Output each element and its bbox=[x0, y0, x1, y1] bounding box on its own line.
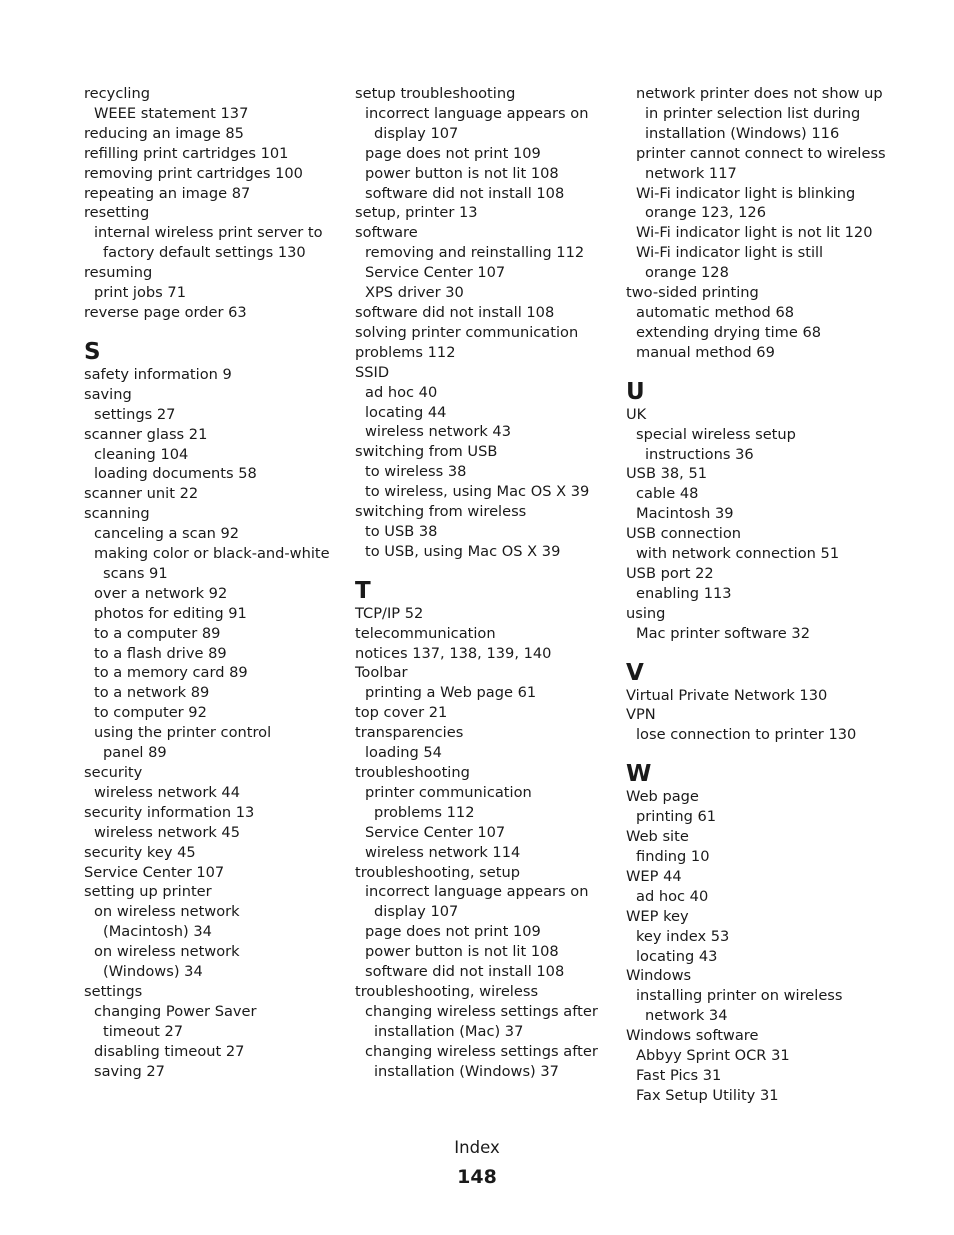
index-entry: troubleshooting, setup bbox=[355, 863, 520, 881]
index-entry: Virtual Private Network 130 bbox=[626, 686, 828, 704]
index-entry: recycling bbox=[84, 85, 150, 102]
index-subentry: to USB, using Mac OS X 39 bbox=[365, 542, 561, 560]
index-subentry: Service Center 107 bbox=[365, 823, 506, 841]
index-subentry: wireless network 45 bbox=[94, 823, 241, 841]
index-subentry: wireless network 44 bbox=[94, 783, 241, 801]
index-subentry: locating 43 bbox=[636, 947, 718, 965]
index-entry-continuation: orange 123, 126 bbox=[645, 204, 766, 222]
index-entry-continuation: panel 89 bbox=[103, 744, 167, 762]
index-entry: scanning bbox=[84, 505, 150, 523]
index-letter-heading: W bbox=[626, 761, 652, 788]
index-entry-continuation: (Macintosh) 34 bbox=[103, 923, 212, 941]
index-subentry: cleaning 104 bbox=[94, 445, 189, 463]
index-subentry: loading 54 bbox=[365, 744, 442, 762]
index-entry: TCP/IP 52 bbox=[355, 604, 424, 622]
index-subentry: on wireless network bbox=[94, 903, 240, 921]
footer-section-label: Index bbox=[454, 1138, 500, 1157]
index-entry: top cover 21 bbox=[355, 704, 448, 722]
index-entry: problems 112 bbox=[355, 343, 456, 361]
index-subentry: WEEE statement 137 bbox=[94, 104, 249, 122]
index-subentry: to USB 38 bbox=[365, 522, 438, 540]
index-entry-continuation: in printer selection list during bbox=[645, 104, 861, 122]
index-entry-continuation: network 117 bbox=[645, 164, 737, 182]
index-entry: SSID bbox=[355, 363, 390, 381]
index-entry: security information 13 bbox=[84, 803, 255, 821]
index-subentry: ad hoc 40 bbox=[636, 887, 709, 905]
index-entry: solving printer communication bbox=[355, 323, 579, 341]
index-subentry: to a network 89 bbox=[94, 684, 210, 702]
index-entry: security key 45 bbox=[84, 843, 196, 861]
index-entry: Windows bbox=[626, 967, 692, 985]
index-entry-continuation: factory default settings 130 bbox=[103, 244, 306, 262]
index-entry-continuation: installation (Mac) 37 bbox=[374, 1022, 524, 1040]
index-entry-continuation: installation (Windows) 37 bbox=[374, 1062, 559, 1080]
index-subentry: Wi-Fi indicator light is not lit 120 bbox=[636, 224, 873, 242]
index-entry: reverse page order 63 bbox=[84, 303, 247, 321]
index-entry-continuation: network 34 bbox=[645, 1007, 728, 1025]
index-subentry: printing a Web page 61 bbox=[365, 684, 537, 702]
index-column-2 bbox=[355, 84, 605, 1082]
index-subentry: to wireless 38 bbox=[365, 463, 467, 481]
index-subentry: using the printer control bbox=[94, 724, 272, 742]
index-subentry: changing wireless settings after bbox=[365, 1042, 598, 1060]
index-letter-heading: T bbox=[355, 577, 371, 604]
index-subentry: wireless network 114 bbox=[365, 843, 521, 861]
index-letter-heading: V bbox=[626, 659, 644, 686]
index-subentry: removing and reinstalling 112 bbox=[365, 244, 585, 262]
index-entry: troubleshooting bbox=[355, 764, 470, 781]
index-subentry: network printer does not show up bbox=[636, 85, 883, 102]
index-subentry: changing wireless settings after bbox=[365, 1002, 598, 1020]
index-subentry: XPS driver 30 bbox=[365, 284, 464, 302]
index-entry: removing print cartridges 100 bbox=[84, 164, 303, 182]
index-letter-heading: U bbox=[626, 378, 645, 405]
index-subentry: changing Power Saver bbox=[94, 1002, 257, 1020]
index-subentry: software did not install 108 bbox=[365, 963, 565, 981]
index-subentry: printer communication bbox=[365, 783, 532, 801]
index-entry: repeating an image 87 bbox=[84, 184, 251, 202]
index-entry: USB port 22 bbox=[626, 564, 714, 582]
page-number: 148 bbox=[457, 1166, 497, 1188]
index-entry: software did not install 108 bbox=[355, 303, 555, 321]
index-entry: Service Center 107 bbox=[84, 863, 225, 881]
index-entry: notices 137, 138, 139, 140 bbox=[355, 644, 552, 662]
index-subentry: incorrect language appears on bbox=[365, 883, 589, 901]
index-subentry: on wireless network bbox=[94, 943, 240, 961]
index-subentry: Service Center 107 bbox=[365, 264, 506, 282]
index-entry: telecommunication bbox=[355, 624, 496, 642]
index-subentry: key index 53 bbox=[636, 927, 730, 945]
index-entry-continuation: (Windows) 34 bbox=[103, 963, 203, 981]
index-entry: refilling print cartridges 101 bbox=[84, 144, 289, 162]
index-entry: UK bbox=[626, 405, 647, 423]
index-entry: setting up printer bbox=[84, 883, 212, 901]
index-entry-continuation: installation (Windows) 116 bbox=[645, 124, 840, 142]
index-entry: scanner glass 21 bbox=[84, 425, 208, 443]
index-subentry: page does not print 109 bbox=[365, 923, 541, 941]
index-entry: switching from USB bbox=[355, 443, 498, 461]
index-subentry: extending drying time 68 bbox=[636, 323, 822, 341]
index-subentry: software did not install 108 bbox=[365, 184, 565, 202]
index-subentry: loading documents 58 bbox=[94, 465, 257, 483]
index-subentry: Fax Setup Utility 31 bbox=[636, 1086, 779, 1104]
index-column-3 bbox=[626, 84, 888, 1106]
index-entry: setup troubleshooting bbox=[355, 85, 516, 102]
index-subentry: to computer 92 bbox=[94, 704, 207, 722]
index-subentry: making color or black-and-white bbox=[94, 545, 330, 563]
index-letter-heading: S bbox=[84, 338, 101, 365]
index-entry: saving bbox=[84, 385, 132, 403]
index-entry: Windows software bbox=[626, 1027, 759, 1045]
index-subentry: Macintosh 39 bbox=[636, 505, 734, 523]
index-subentry: with network connection 51 bbox=[636, 545, 840, 563]
index-subentry: disabling timeout 27 bbox=[94, 1042, 245, 1060]
index-subentry: canceling a scan 92 bbox=[94, 525, 240, 543]
index-entry: troubleshooting, wireless bbox=[355, 982, 539, 1000]
index-subentry: settings 27 bbox=[94, 405, 176, 423]
index-entry: setup, printer 13 bbox=[355, 204, 478, 222]
index-subentry: internal wireless print server to bbox=[94, 224, 323, 242]
index-entry: VPN bbox=[626, 706, 656, 724]
index-entry: transparencies bbox=[355, 724, 464, 742]
index-subentry: cable 48 bbox=[636, 485, 699, 503]
index-subentry: saving 27 bbox=[94, 1062, 165, 1080]
index-subentry: wireless network 43 bbox=[365, 423, 512, 441]
index-subentry: automatic method 68 bbox=[636, 303, 795, 321]
index-subentry: ad hoc 40 bbox=[365, 383, 438, 401]
index-subentry: to a computer 89 bbox=[94, 624, 221, 642]
index-entry: settings bbox=[84, 982, 143, 1000]
index-entry: two-sided printing bbox=[626, 284, 759, 302]
index-subentry: lose connection to printer 130 bbox=[636, 726, 857, 744]
index-subentry: page does not print 109 bbox=[365, 144, 541, 162]
index-subentry: printer cannot connect to wireless bbox=[636, 144, 886, 162]
index-entry-continuation: display 107 bbox=[374, 903, 459, 921]
index-subentry: locating 44 bbox=[365, 403, 447, 421]
index-entry: switching from wireless bbox=[355, 503, 527, 521]
index-entry: WEP 44 bbox=[626, 867, 682, 885]
index-subentry: manual method 69 bbox=[636, 343, 775, 361]
index-entry: scanner unit 22 bbox=[84, 485, 199, 503]
index-entry: security bbox=[84, 764, 143, 781]
index-entry-continuation: orange 128 bbox=[645, 264, 729, 282]
index-subentry: power button is not lit 108 bbox=[365, 943, 559, 961]
index-subentry: Mac printer software 32 bbox=[636, 624, 810, 642]
index-subentry: finding 10 bbox=[636, 848, 710, 865]
index-entry-continuation: timeout 27 bbox=[103, 1022, 184, 1040]
index-subentry: enabling 113 bbox=[636, 584, 732, 602]
index-subentry: to a memory card 89 bbox=[94, 664, 248, 682]
index-subentry: print jobs 71 bbox=[94, 284, 186, 302]
index-subentry: photos for editing 91 bbox=[94, 604, 247, 622]
index-entry: Web site bbox=[626, 828, 689, 846]
index-entry: software bbox=[355, 224, 418, 242]
index-subentry: to wireless, using Mac OS X 39 bbox=[365, 483, 590, 501]
index-entry-continuation: display 107 bbox=[374, 124, 459, 142]
index-entry: USB connection bbox=[626, 525, 742, 543]
index-entry: Web page bbox=[626, 788, 699, 806]
index-subentry: Wi-Fi indicator light is still bbox=[636, 244, 824, 262]
index-entry-continuation: instructions 36 bbox=[645, 445, 754, 463]
index-subentry: incorrect language appears on bbox=[365, 104, 589, 122]
index-entry-continuation: problems 112 bbox=[374, 803, 475, 821]
index-subentry: power button is not lit 108 bbox=[365, 164, 559, 182]
index-subentry: printing 61 bbox=[636, 808, 717, 826]
index-subentry: special wireless setup bbox=[636, 425, 796, 443]
index-subentry: over a network 92 bbox=[94, 584, 228, 602]
index-entry: using bbox=[626, 604, 666, 622]
index-entry: resetting bbox=[84, 204, 150, 222]
index-subentry: Wi-Fi indicator light is blinking bbox=[636, 184, 856, 202]
index-entry: USB 38, 51 bbox=[626, 465, 708, 483]
index-entry: Toolbar bbox=[355, 664, 408, 682]
index-subentry: to a flash drive 89 bbox=[94, 644, 227, 662]
index-column-1 bbox=[84, 84, 334, 1082]
index-subentry: Fast Pics 31 bbox=[636, 1066, 722, 1084]
index-entry: WEP key bbox=[626, 907, 689, 925]
index-entry: safety information 9 bbox=[84, 365, 232, 383]
index-entry-continuation: scans 91 bbox=[103, 564, 168, 582]
index-subentry: Abbyy Sprint OCR 31 bbox=[636, 1047, 790, 1065]
index-entry: reducing an image 85 bbox=[84, 124, 244, 142]
index-entry: resuming bbox=[84, 264, 153, 282]
index-subentry: installing printer on wireless bbox=[636, 987, 843, 1005]
